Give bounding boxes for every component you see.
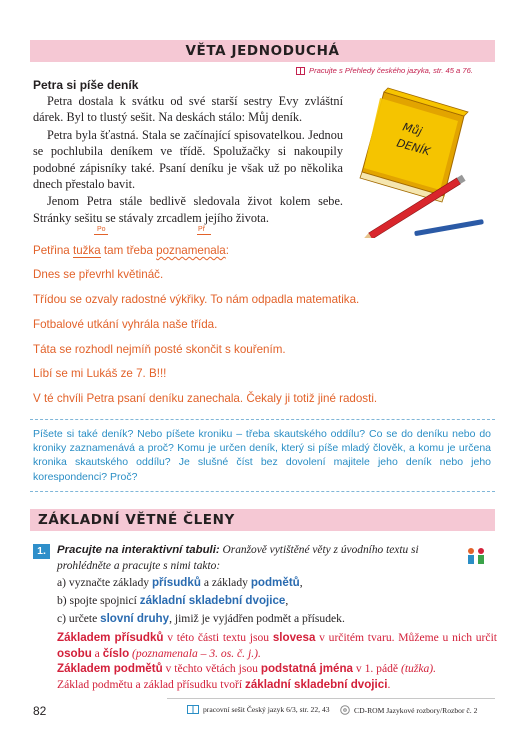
workbook-reference	[187, 705, 330, 714]
story-paragraph: Petra dostala k svátku od své starší sestry Evy zvláštní dárek. Byl to tlustý sešit. Na deskách stálo: Můj deník.	[33, 94, 343, 125]
section-banner	[30, 40, 495, 62]
story-title: Petra si píše deník	[33, 78, 139, 92]
example-sentence: Líbí se mi Lukáš ze 7. B!!!	[33, 367, 167, 380]
footer-rule	[167, 698, 495, 699]
divider	[30, 419, 495, 420]
discussion-question: Píšete si také deník? Nebo píšete kroniku – třeba skautského oddílu? Co se do deníku nebo do kroniky zaznamenává a proč? Komu je určen deník, který si píše mladý člověk, a komu je určena kronika skautského oddílu? Je slušné číst bez dovolení majitele jeho deník nebo jeho korespondenci? Proč?	[33, 428, 491, 483]
diary-label: DENÍK	[395, 136, 432, 159]
task-number: 1.	[33, 544, 50, 559]
sentence-part: tam třeba	[103, 244, 153, 257]
section-title: VĚTA JEDNODUCHÁ	[185, 43, 340, 59]
diary-label: Můj	[401, 120, 424, 139]
section-banner	[30, 509, 495, 531]
cdrom-reference	[340, 705, 477, 715]
task-intro-bold: Pracujte na interaktivní tabuli:	[57, 544, 220, 556]
rule-predicate: Základem přísudků v této části textu jsou slovesa v určitém tvaru. Můžeme u nich určit osobu a číslo (poznamenala – 3. os. č. j.).	[57, 631, 498, 660]
workbook-icon	[187, 705, 199, 714]
story-paragraph: Petra byla šťastná. Stala se začínající spisovatelkou. Jednou se pochlubila deníkem ve třídě. Spolužačky si nakoupily podobné zápisníky také. Psaní deníku je však už po několika dnech přestalo bavit.	[33, 127, 343, 192]
task-option-b: b) spojte spojnicí základní skladební dvojice,	[57, 594, 289, 607]
cdrom-text: CD-ROM Jazykové rozbory/Rozbor č. 2	[354, 705, 478, 715]
task-intro-text: Oranžově vytištěné věty z úvodního textu si prohlédněte a pracujte s nimi takto:	[57, 544, 419, 572]
task-option-a: a) vyznačte základy přísudků a základy podmětů,	[57, 576, 303, 589]
subject-mark: Po	[97, 226, 106, 233]
story-text	[33, 93, 343, 226]
example-sentence: Táta se rozhodl nejmíň posté skončit s kouřením.	[33, 343, 286, 356]
example-sentence: Dnes se převrhl květináč.	[33, 268, 164, 281]
page-number: 82	[33, 704, 47, 718]
story-paragraph: Jenom Petra stále bedlivě sledovala život kolem sebe. Stránky sešitu se stávaly zrcadlem jejího života.	[33, 194, 343, 225]
example-sentence: V té chvíli Petra psaní deníku zanechala. Čekaly ji totiž jiné radosti.	[33, 392, 378, 405]
reference-note	[296, 66, 488, 75]
connector-line	[197, 234, 211, 235]
sentence-part: Petřina	[33, 244, 70, 257]
reference-text: Pracujte s Přehledy českého jazyka, str. 45 a 76.	[309, 66, 473, 75]
book-icon	[296, 67, 305, 75]
rule-subject: Základem podmětů v těchto větách jsou podstatná jména v 1. pádě (tužka).	[57, 662, 437, 675]
example-sentence	[33, 244, 229, 257]
section-title: ZÁKLADNÍ VĚTNÉ ČLENY	[38, 512, 235, 528]
task-option-c: c) určete slovní druhy, jimiž je vyjádřen podmět a přísudek.	[57, 612, 345, 625]
example-sentence: Fotbalové utkání vyhrála naše třída.	[33, 318, 218, 331]
sentence-part: :	[225, 244, 229, 257]
cd-icon	[340, 705, 350, 715]
task-intro	[57, 543, 462, 574]
example-sentence: Třídou se ozvaly radostné výkřiky. To nám odpadla matematika.	[33, 293, 360, 306]
connector-line	[94, 234, 108, 235]
predicate-mark: Př	[198, 226, 205, 233]
divider	[30, 491, 495, 492]
group-work-icon	[465, 546, 487, 566]
subject-word: tužka	[72, 244, 101, 257]
workbook-text: pracovní sešit Český jazyk 6/3, str. 22, 43	[203, 705, 330, 714]
diary-illustration	[344, 78, 494, 238]
predicate-word: poznamenala	[156, 244, 226, 257]
rule-pair: Základ podmětu a základ přísudku tvoří základní skladební dvojici.	[57, 678, 391, 691]
